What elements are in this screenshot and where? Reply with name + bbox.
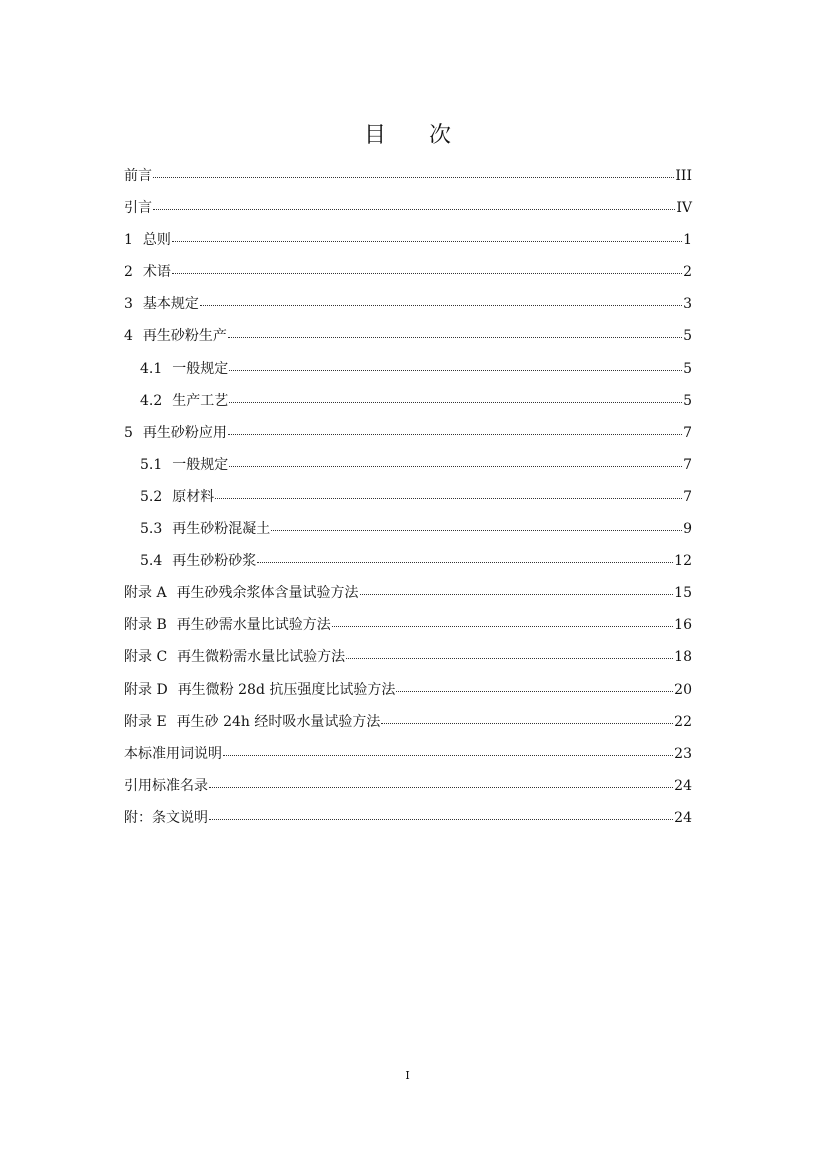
leader-dots xyxy=(346,657,673,659)
page-title: 目 次 xyxy=(364,123,469,148)
toc-entry-label: 引用标准名录 xyxy=(124,777,208,794)
toc-entry-page: 3 xyxy=(683,296,692,313)
toc-entry[interactable] xyxy=(124,641,692,673)
leader-dots xyxy=(381,722,673,724)
toc-entry-label: 再生砂需水量比试验方法 xyxy=(176,617,331,634)
leader-dots xyxy=(229,369,682,371)
leader-dots xyxy=(271,529,682,531)
toc-subentry[interactable] xyxy=(124,353,692,385)
toc-entry-page: III xyxy=(675,168,692,184)
toc-entry[interactable] xyxy=(124,224,692,256)
toc-entry-label: 引言 xyxy=(124,200,152,217)
leader-dots xyxy=(332,625,673,627)
toc-entry-page: 9 xyxy=(683,521,692,538)
toc-entry-label: 生产工艺 xyxy=(172,392,229,409)
leader-dots xyxy=(229,401,682,403)
toc-entry[interactable] xyxy=(124,417,692,449)
toc-entry-page: 23 xyxy=(674,745,692,762)
leader-dots xyxy=(153,208,675,210)
toc-entry-label: 再生砂粉砂浆 xyxy=(172,553,257,570)
toc-entry-page: 5 xyxy=(683,360,692,377)
leader-dots xyxy=(200,304,682,306)
toc-entry-page: 24 xyxy=(674,809,692,826)
toc-entry-number: 附录 C xyxy=(124,649,168,666)
toc-entry[interactable] xyxy=(124,192,692,224)
toc-entry-page: 16 xyxy=(674,617,692,634)
toc-entry-page: 2 xyxy=(683,264,692,281)
toc-entry[interactable] xyxy=(124,160,692,192)
toc-entry-number: 3 xyxy=(124,296,133,313)
leader-dots xyxy=(172,272,682,274)
toc-entry-label: 再生微粉 28d 抗压强度比试验方法 xyxy=(177,681,396,698)
toc-entry-label: 再生砂残余浆体含量试验方法 xyxy=(176,585,359,602)
toc-entry-page: 20 xyxy=(674,681,692,698)
toc-entry-number: 5 xyxy=(124,424,133,441)
toc-entry-number: 1 xyxy=(124,232,133,249)
toc-entry-number: 附录 D xyxy=(124,681,168,698)
toc-entry-page: 18 xyxy=(674,649,692,666)
toc-entry-page: 5 xyxy=(683,392,692,409)
toc-entry-label: 基本规定 xyxy=(142,296,199,313)
leader-dots xyxy=(223,754,673,756)
toc-subentry[interactable] xyxy=(124,385,692,417)
leader-dots xyxy=(172,240,682,242)
toc-entry[interactable] xyxy=(124,738,692,770)
toc-entry-page: 1 xyxy=(683,232,692,249)
leader-dots xyxy=(209,818,673,820)
toc-subentry[interactable] xyxy=(124,545,692,577)
toc-entry-number: 5.4 xyxy=(140,553,163,570)
toc-entry-page: 7 xyxy=(683,456,692,473)
leader-dots xyxy=(228,433,682,435)
toc-entry-page: 7 xyxy=(683,488,692,505)
toc-entry-page: 22 xyxy=(674,713,692,730)
toc-entry-label: 再生砂粉混凝土 xyxy=(172,521,271,538)
toc-entry-number: 4.1 xyxy=(140,360,163,377)
toc-entry[interactable] xyxy=(124,770,692,802)
page-number: I xyxy=(405,1069,410,1082)
toc-entry-page: 24 xyxy=(674,777,692,794)
toc-entry-page: IV xyxy=(676,200,692,217)
toc-entry-page: 12 xyxy=(674,553,692,570)
toc-entry-label: 前言 xyxy=(124,168,152,184)
toc-entry-number: 附录 A xyxy=(124,585,167,602)
toc-entry-number: 5.1 xyxy=(140,456,163,473)
toc-entry[interactable] xyxy=(124,320,692,352)
toc-entry-number: 4 xyxy=(124,328,133,345)
toc-entry-number: 5.3 xyxy=(140,521,163,538)
leader-dots xyxy=(228,336,682,338)
toc-entry-label: 再生砂 24h 经时吸水量试验方法 xyxy=(176,713,381,730)
toc-entry[interactable] xyxy=(124,674,692,706)
leader-dots xyxy=(215,497,682,499)
leader-dots xyxy=(153,176,674,178)
toc-entry-label: 再生微粉需水量比试验方法 xyxy=(177,649,346,666)
leader-dots xyxy=(257,561,673,563)
toc-entry-number: 5.2 xyxy=(140,488,163,505)
toc-subentry[interactable] xyxy=(124,449,692,481)
toc-entry-page: 5 xyxy=(683,328,692,345)
toc-entry[interactable] xyxy=(124,577,692,609)
toc-entry-label: 一般规定 xyxy=(172,456,229,473)
leader-dots xyxy=(229,465,682,467)
leader-dots xyxy=(396,690,673,692)
toc-entry-label: 一般规定 xyxy=(172,360,229,377)
toc-subentry[interactable] xyxy=(124,513,692,545)
toc-entry-page: 7 xyxy=(683,424,692,441)
toc-entry[interactable] xyxy=(124,802,692,834)
toc-entry[interactable] xyxy=(124,288,692,320)
leader-dots xyxy=(360,593,674,595)
toc-entry-label: 术语 xyxy=(142,264,171,281)
toc-entry-label: 本标准用词说明 xyxy=(124,745,222,762)
toc-entry-label: 再生砂粉应用 xyxy=(142,424,227,441)
toc-subentry[interactable] xyxy=(124,481,692,513)
toc-entry[interactable] xyxy=(124,706,692,738)
leader-dots xyxy=(209,786,673,788)
toc-entry-number: 附录 E xyxy=(124,713,167,730)
toc-entry[interactable] xyxy=(124,609,692,641)
toc-entry-label: 附：条文说明 xyxy=(124,809,208,826)
toc-entry-page: 15 xyxy=(674,585,692,602)
toc-entry-number: 2 xyxy=(124,264,133,281)
toc-entry-number: 附录 B xyxy=(124,617,167,634)
toc-entry-label: 原材料 xyxy=(172,488,215,505)
toc-entry-label: 总则 xyxy=(142,232,171,249)
table-of-contents xyxy=(124,160,692,834)
toc-entry-number: 4.2 xyxy=(140,392,163,409)
toc-entry[interactable] xyxy=(124,256,692,288)
toc-entry-label: 再生砂粉生产 xyxy=(142,328,227,345)
